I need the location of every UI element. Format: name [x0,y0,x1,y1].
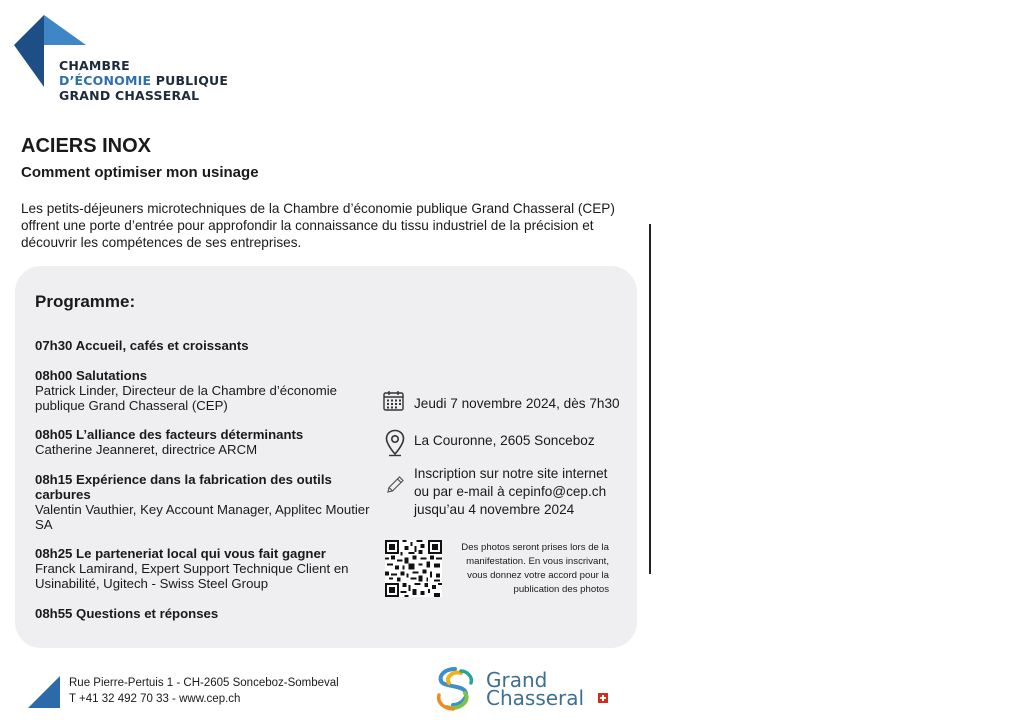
event-date: Jeudi 7 novembre 2024, dès 7h30 [414,396,620,411]
brand-line-1: Grand [486,668,548,692]
programme-item [35,338,375,353]
intro-paragraph: Les petits-déjeuners microtechniques de la Chambre d’économie publique Grand Chasseral (CEP) offrent une porte d’entrée pour approfondir la connaissance du tissu industriel de la précision et découvrir les compétences de ses entreprises. [21,201,615,250]
programme-item-title: 08h15 Expérience dans la fabrication des outils carbures [35,472,332,502]
programme-item-detail: Franck Lamirand, Expert Support Technique Client en Usinabilité, Ugitech - Swiss Steel Group [35,561,349,591]
org-line-2 [59,73,228,88]
programme-item [35,472,375,532]
event-location: La Couronne, 2605 Sonceboz [414,433,595,448]
org-line-2-rest: PUBLIQUE [151,73,229,88]
programme-item-title: 08h25 Le parteneriat local qui vous fait gagner [35,546,326,561]
programme-item [35,546,375,591]
programme-item [35,368,375,413]
programme-heading: Programme: [35,292,136,311]
registration-line-2: ou par e-mail à cepinfo@cep.ch [414,484,607,499]
grand-chasseral-wordmark [486,668,585,710]
page-subtitle: Comment optimiser mon usinage [21,164,259,181]
org-line-3: GRAND CHASSERAL [59,88,200,103]
org-line-2-blue: D’ÉCONOMIE [59,73,152,88]
footer-contact [69,675,339,707]
registration-line-1: Inscription sur notre site internet [414,466,608,481]
programme-item [35,427,375,457]
programme-item-detail: Valentin Vauthier, Key Account Manager, Applitec Moutier SA [35,502,370,532]
calendar-icon [383,390,404,411]
page-title: ACIERS INOX [21,135,152,157]
programme-item-title: 08h55 Questions et réponses [35,606,219,621]
photo-notice-line: manifestation. En vous inscrivant, [466,556,609,567]
programme-item-detail: Catherine Jeanneret, directrice ARCM [35,442,258,457]
vertical-divider [649,224,651,574]
qr-code[interactable] [385,540,442,597]
photo-notice-line: vous donnez votre accord pour la [467,570,609,581]
brand-line-2: Chasseral [486,686,585,710]
org-line-1: CHAMBRE [59,58,130,73]
registration-info [414,465,607,519]
pencil-icon [385,475,405,495]
programme-item [35,606,375,621]
organization-name [59,58,228,103]
registration-line-3: jusqu’au 4 novembre 2024 [414,502,575,517]
programme-item-title: 08h05 L’alliance des facteurs déterminants [35,427,304,442]
programme-item-title: 08h00 Salutations [35,368,148,383]
photo-notice-line: publication des photos [513,584,609,595]
location-pin-icon [385,429,405,457]
photo-notice-line: Des photos seront prises lors de la [461,542,609,553]
programme-item-title: 07h30 Accueil, cafés et croissants [35,338,249,353]
photo-notice [446,541,609,597]
swiss-flag-icon [598,693,608,703]
footer-phone-web[interactable]: T +41 32 492 70 33 - www.cep.ch [69,693,241,705]
programme-item-detail: Patrick Linder, Directeur de la Chambre d’économie publique Grand Chasseral (CEP) [35,383,337,413]
grand-chasseral-logo [431,665,479,713]
footer-logo-triangle [28,676,60,708]
footer-address: Rue Pierre-Pertuis 1 - CH-2605 Sonceboz-Sombeval [69,677,339,689]
